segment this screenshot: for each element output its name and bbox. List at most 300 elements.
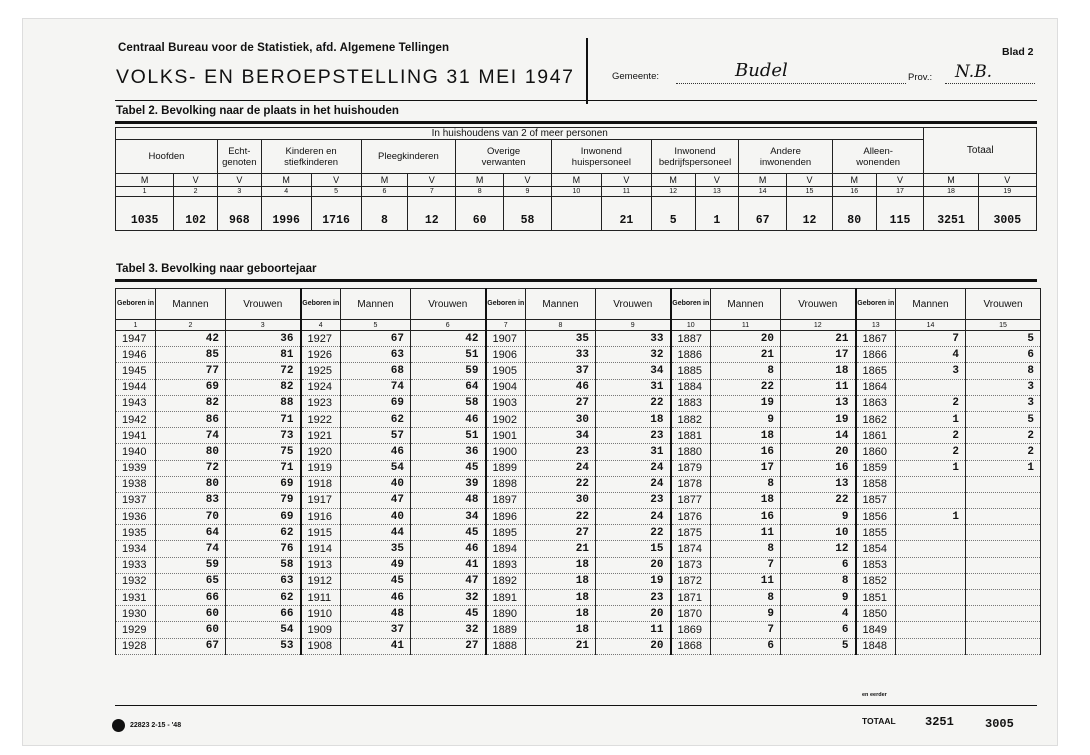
count-cell: 24	[596, 476, 671, 492]
tabel2-subheader-cell: M	[551, 174, 601, 187]
column-number: 1	[116, 320, 156, 331]
tabel2-subheader-cell: 5	[311, 187, 361, 197]
count-cell: 71	[226, 460, 301, 476]
year-cell: 1929	[116, 622, 156, 638]
year-cell: 1891	[486, 590, 526, 606]
count-cell: 31	[596, 379, 671, 395]
count-cell	[896, 590, 966, 606]
count-cell: 22	[596, 395, 671, 411]
count-cell: 1	[896, 411, 966, 427]
count-cell: 11	[711, 525, 781, 541]
mannen-header: Mannen	[341, 289, 411, 320]
year-cell: 1928	[116, 638, 156, 654]
year-cell: 1892	[486, 573, 526, 589]
count-cell: 51	[411, 347, 486, 363]
year-cell: 1848	[856, 638, 896, 654]
province-line	[945, 83, 1035, 84]
count-cell: 30	[526, 411, 596, 427]
year-cell: 1880	[671, 444, 711, 460]
count-cell: 45	[341, 573, 411, 589]
count-cell: 13	[781, 395, 856, 411]
geboren-in-header: Geboren in	[301, 289, 341, 320]
totaal-mannen: 3251	[925, 715, 954, 729]
count-cell	[896, 476, 966, 492]
count-cell: 32	[596, 347, 671, 363]
year-cell: 1916	[301, 509, 341, 525]
year-cell: 1856	[856, 509, 896, 525]
year-cell: 1930	[116, 606, 156, 622]
count-cell: 16	[711, 509, 781, 525]
tabel2-col-header: Inwonend bedrijfspersoneel	[651, 140, 738, 174]
column-number: 7	[486, 320, 526, 331]
year-cell: 1937	[116, 492, 156, 508]
gemeente-line	[676, 83, 906, 84]
count-cell: 82	[156, 395, 226, 411]
year-cell: 1850	[856, 606, 896, 622]
count-cell: 68	[341, 363, 411, 379]
count-cell: 48	[341, 606, 411, 622]
tabel2-value-cell: 12	[408, 197, 456, 231]
count-cell: 33	[526, 347, 596, 363]
count-cell: 40	[341, 509, 411, 525]
count-cell	[896, 379, 966, 395]
count-cell: 5	[966, 411, 1041, 427]
count-cell: 6	[966, 347, 1041, 363]
year-cell: 1867	[856, 331, 896, 347]
count-cell: 42	[411, 331, 486, 347]
tabel3-table	[115, 288, 1041, 655]
count-cell: 40	[341, 476, 411, 492]
count-cell: 45	[411, 606, 486, 622]
count-cell	[896, 525, 966, 541]
count-cell: 79	[226, 492, 301, 508]
count-cell: 37	[341, 622, 411, 638]
year-cell: 1855	[856, 525, 896, 541]
column-number: 5	[341, 320, 411, 331]
year-cell: 1934	[116, 541, 156, 557]
count-cell: 27	[526, 525, 596, 541]
year-cell: 1932	[116, 573, 156, 589]
count-cell: 54	[341, 460, 411, 476]
tabel2-subheader-cell: M	[116, 174, 174, 187]
tabel3-bottom-rule	[115, 705, 1037, 706]
tabel2-subheader-cell: 17	[876, 187, 924, 197]
count-cell: 47	[341, 492, 411, 508]
year-cell: 1885	[671, 363, 711, 379]
en-eerder-label: en eerder	[862, 692, 887, 698]
count-cell: 36	[411, 444, 486, 460]
count-cell: 64	[156, 525, 226, 541]
count-cell: 7	[711, 557, 781, 573]
count-cell	[966, 541, 1041, 557]
year-cell: 1852	[856, 573, 896, 589]
table-row	[116, 428, 1041, 444]
count-cell: 3	[966, 395, 1041, 411]
form-title: VOLKS- EN BEROEPSTELLING 31 MEI 1947	[116, 66, 575, 88]
year-cell: 1881	[671, 428, 711, 444]
year-cell: 1913	[301, 557, 341, 573]
year-cell: 1921	[301, 428, 341, 444]
mannen-header: Mannen	[526, 289, 596, 320]
year-cell: 1942	[116, 411, 156, 427]
tabel2-table	[115, 127, 1037, 231]
year-cell: 1945	[116, 363, 156, 379]
mannen-header: Mannen	[711, 289, 781, 320]
count-cell: 9	[781, 509, 856, 525]
year-cell: 1895	[486, 525, 526, 541]
tabel2-value-cell: 8	[361, 197, 408, 231]
tabel2-subheader-cell: V	[174, 174, 218, 187]
year-cell: 1923	[301, 395, 341, 411]
count-cell: 76	[226, 541, 301, 557]
tabel2-value-cell: 1	[695, 197, 739, 231]
table-row	[116, 379, 1041, 395]
count-cell: 22	[526, 476, 596, 492]
tabel2-subheader-cell: 6	[361, 187, 408, 197]
count-cell: 34	[526, 428, 596, 444]
tabel2-subheader-cell: 1	[116, 187, 174, 197]
year-cell: 1926	[301, 347, 341, 363]
tabel2-col-header: Alleen- wonenden	[832, 140, 924, 174]
count-cell: 18	[711, 492, 781, 508]
count-cell	[896, 622, 966, 638]
tabel2-subheader-cell: V	[504, 174, 552, 187]
count-cell: 20	[596, 557, 671, 573]
count-cell: 60	[156, 622, 226, 638]
column-number: 14	[896, 320, 966, 331]
table-row	[116, 347, 1041, 363]
year-cell: 1925	[301, 363, 341, 379]
tabel2-subheader-cell: 12	[651, 187, 695, 197]
tabel2-value-cell: 21	[601, 197, 651, 231]
count-cell: 19	[596, 573, 671, 589]
tabel2-value-cell: 67	[739, 197, 787, 231]
year-cell: 1878	[671, 476, 711, 492]
year-cell: 1854	[856, 541, 896, 557]
count-cell: 18	[526, 557, 596, 573]
count-cell: 62	[226, 525, 301, 541]
header-rule	[115, 100, 1037, 101]
table-row	[116, 395, 1041, 411]
year-cell: 1936	[116, 509, 156, 525]
tabel2-subheader-cell: 13	[695, 187, 739, 197]
count-cell: 1	[966, 460, 1041, 476]
count-cell: 46	[341, 590, 411, 606]
count-cell	[896, 541, 966, 557]
count-cell: 37	[526, 363, 596, 379]
count-cell: 51	[411, 428, 486, 444]
year-cell: 1877	[671, 492, 711, 508]
count-cell: 13	[781, 476, 856, 492]
year-cell: 1931	[116, 590, 156, 606]
province-label: Prov.:	[908, 72, 933, 83]
count-cell: 63	[341, 347, 411, 363]
count-cell: 18	[526, 622, 596, 638]
count-cell: 69	[156, 379, 226, 395]
tabel2-subheader-cell: V	[311, 174, 361, 187]
tabel2-value-cell: 115	[876, 197, 924, 231]
year-cell: 1938	[116, 476, 156, 492]
table-row	[116, 411, 1041, 427]
count-cell: 47	[411, 573, 486, 589]
vrouwen-header: Vrouwen	[411, 289, 486, 320]
year-cell: 1943	[116, 395, 156, 411]
count-cell: 39	[411, 476, 486, 492]
count-cell: 35	[341, 541, 411, 557]
year-cell: 1875	[671, 525, 711, 541]
count-cell: 81	[226, 347, 301, 363]
year-cell: 1851	[856, 590, 896, 606]
count-cell: 35	[526, 331, 596, 347]
count-cell: 17	[781, 347, 856, 363]
count-cell: 64	[411, 379, 486, 395]
count-cell: 31	[596, 444, 671, 460]
year-cell: 1888	[486, 638, 526, 654]
count-cell: 11	[711, 573, 781, 589]
count-cell: 82	[226, 379, 301, 395]
tabel2-value-cell: 80	[832, 197, 876, 231]
year-cell: 1900	[486, 444, 526, 460]
tabel2-subheader-cell: V	[601, 174, 651, 187]
table-row	[116, 444, 1041, 460]
count-cell: 9	[711, 606, 781, 622]
tabel2-subheader-cell: 2	[174, 187, 218, 197]
count-cell: 6	[781, 622, 856, 638]
count-cell	[966, 606, 1041, 622]
table-row	[116, 590, 1041, 606]
count-cell: 46	[341, 444, 411, 460]
count-cell: 8	[711, 363, 781, 379]
year-cell: 1946	[116, 347, 156, 363]
year-cell: 1899	[486, 460, 526, 476]
count-cell: 21	[526, 541, 596, 557]
vrouwen-header: Vrouwen	[596, 289, 671, 320]
count-cell: 69	[226, 509, 301, 525]
year-cell: 1906	[486, 347, 526, 363]
tabel2-subheader-cell: M	[361, 174, 408, 187]
table-row	[116, 492, 1041, 508]
tabel2-subheader-cell: V	[876, 174, 924, 187]
gemeente-value: Budel	[735, 60, 788, 81]
count-cell: 32	[411, 622, 486, 638]
count-cell: 65	[156, 573, 226, 589]
table-row	[116, 460, 1041, 476]
count-cell: 60	[156, 606, 226, 622]
table-row	[116, 509, 1041, 525]
year-cell: 1868	[671, 638, 711, 654]
mannen-header: Mannen	[896, 289, 966, 320]
tabel2-value-cell	[551, 197, 601, 231]
count-cell: 18	[526, 573, 596, 589]
column-number: 12	[781, 320, 856, 331]
column-number: 15	[966, 320, 1041, 331]
count-cell: 23	[596, 428, 671, 444]
column-number: 10	[671, 320, 711, 331]
tabel2-subheader-cell: V	[217, 174, 261, 187]
tabel2-subheader-cell: 8	[456, 187, 504, 197]
year-cell: 1872	[671, 573, 711, 589]
tabel2-subheader-cell: V	[787, 174, 833, 187]
header-divider	[586, 38, 588, 104]
table-row	[116, 622, 1041, 638]
tabel2-value-cell: 58	[504, 197, 552, 231]
year-cell: 1941	[116, 428, 156, 444]
count-cell: 59	[156, 557, 226, 573]
tabel2-value-cell: 1716	[311, 197, 361, 231]
count-cell: 32	[411, 590, 486, 606]
tabel2-value-cell: 5	[651, 197, 695, 231]
year-cell: 1858	[856, 476, 896, 492]
tabel2-subheader-cell: M	[739, 174, 787, 187]
year-cell: 1905	[486, 363, 526, 379]
count-cell: 22	[596, 525, 671, 541]
count-cell: 48	[411, 492, 486, 508]
count-cell: 71	[226, 411, 301, 427]
count-cell: 46	[526, 379, 596, 395]
count-cell: 58	[226, 557, 301, 573]
year-cell: 1898	[486, 476, 526, 492]
count-cell: 86	[156, 411, 226, 427]
year-cell: 1933	[116, 557, 156, 573]
year-cell: 1865	[856, 363, 896, 379]
year-cell: 1944	[116, 379, 156, 395]
count-cell: 74	[341, 379, 411, 395]
count-cell: 20	[596, 638, 671, 654]
count-cell: 33	[596, 331, 671, 347]
year-cell: 1861	[856, 428, 896, 444]
count-cell: 46	[411, 411, 486, 427]
tabel2-col-header: Echt- genoten	[217, 140, 261, 174]
count-cell: 5	[781, 638, 856, 654]
count-cell: 57	[341, 428, 411, 444]
year-cell: 1907	[486, 331, 526, 347]
count-cell: 46	[411, 541, 486, 557]
tabel2-value-cell: 1035	[116, 197, 174, 231]
count-cell: 66	[156, 590, 226, 606]
count-cell: 41	[411, 557, 486, 573]
count-cell: 67	[341, 331, 411, 347]
count-cell: 15	[596, 541, 671, 557]
tabel2-subheader-cell: V	[978, 174, 1036, 187]
count-cell: 20	[596, 606, 671, 622]
year-cell: 1917	[301, 492, 341, 508]
count-cell: 8	[711, 476, 781, 492]
year-cell: 1924	[301, 379, 341, 395]
count-cell: 16	[781, 460, 856, 476]
count-cell: 24	[596, 460, 671, 476]
year-cell: 1940	[116, 444, 156, 460]
year-cell: 1864	[856, 379, 896, 395]
year-cell: 1883	[671, 395, 711, 411]
year-cell: 1910	[301, 606, 341, 622]
count-cell	[896, 573, 966, 589]
year-cell: 1866	[856, 347, 896, 363]
count-cell: 53	[226, 638, 301, 654]
year-cell: 1884	[671, 379, 711, 395]
year-cell: 1869	[671, 622, 711, 638]
tabel2-col-header: Hoofden	[116, 140, 218, 174]
tabel2-subheader-cell: 3	[217, 187, 261, 197]
count-cell: 17	[711, 460, 781, 476]
tabel2-subheader-cell: 18	[924, 187, 978, 197]
totaal-label: TOTAAL	[862, 716, 896, 726]
tabel2-subheader-cell: 14	[739, 187, 787, 197]
year-cell: 1873	[671, 557, 711, 573]
year-cell: 1912	[301, 573, 341, 589]
count-cell: 4	[781, 606, 856, 622]
count-cell: 85	[156, 347, 226, 363]
tabel2-subheader-cell: M	[651, 174, 695, 187]
count-cell: 59	[411, 363, 486, 379]
year-cell: 1860	[856, 444, 896, 460]
count-cell: 58	[411, 395, 486, 411]
count-cell: 67	[156, 638, 226, 654]
count-cell	[896, 606, 966, 622]
count-cell: 83	[156, 492, 226, 508]
year-cell: 1915	[301, 525, 341, 541]
table-row	[116, 557, 1041, 573]
totaal-vrouwen: 3005	[985, 717, 1014, 731]
count-cell: 19	[781, 411, 856, 427]
column-number: 4	[301, 320, 341, 331]
table-row	[116, 606, 1041, 622]
province-value: N.B.	[955, 62, 993, 82]
column-number: 8	[526, 320, 596, 331]
count-cell: 20	[711, 331, 781, 347]
count-cell	[966, 622, 1041, 638]
count-cell: 6	[781, 557, 856, 573]
count-cell: 72	[226, 363, 301, 379]
tabel2-col-header: Kinderen en stiefkinderen	[261, 140, 361, 174]
count-cell: 63	[226, 573, 301, 589]
count-cell: 18	[596, 411, 671, 427]
count-cell: 8	[711, 590, 781, 606]
table-row	[116, 476, 1041, 492]
count-cell: 2	[896, 428, 966, 444]
tabel3-top-rule	[115, 279, 1037, 282]
count-cell: 7	[896, 331, 966, 347]
count-cell: 22	[526, 509, 596, 525]
tabel3-title: Tabel 3. Bevolking naar geboortejaar	[116, 263, 317, 275]
count-cell: 62	[341, 411, 411, 427]
year-cell: 1862	[856, 411, 896, 427]
column-number: 3	[226, 320, 301, 331]
count-cell: 1	[896, 509, 966, 525]
year-cell: 1887	[671, 331, 711, 347]
year-cell: 1876	[671, 509, 711, 525]
bureau-name: Centraal Bureau voor de Statistiek, afd. Algemene Tellingen	[118, 42, 450, 54]
column-number: 11	[711, 320, 781, 331]
cbs-logo-icon	[112, 719, 125, 732]
count-cell: 72	[156, 460, 226, 476]
geboren-in-header: Geboren in	[486, 289, 526, 320]
count-cell: 23	[526, 444, 596, 460]
year-cell: 1909	[301, 622, 341, 638]
year-cell: 1882	[671, 411, 711, 427]
tabel2-top-rule	[115, 121, 1037, 124]
year-cell: 1893	[486, 557, 526, 573]
tabel2-col-totaal: Totaal	[924, 128, 1037, 174]
tabel2-subheader-cell: 11	[601, 187, 651, 197]
count-cell: 54	[226, 622, 301, 638]
count-cell: 9	[781, 590, 856, 606]
count-cell: 11	[596, 622, 671, 638]
tabel2-value-cell: 1996	[261, 197, 311, 231]
count-cell: 14	[781, 428, 856, 444]
count-cell: 62	[226, 590, 301, 606]
count-cell: 23	[596, 590, 671, 606]
tabel2-col-header: Pleegkinderen	[361, 140, 456, 174]
